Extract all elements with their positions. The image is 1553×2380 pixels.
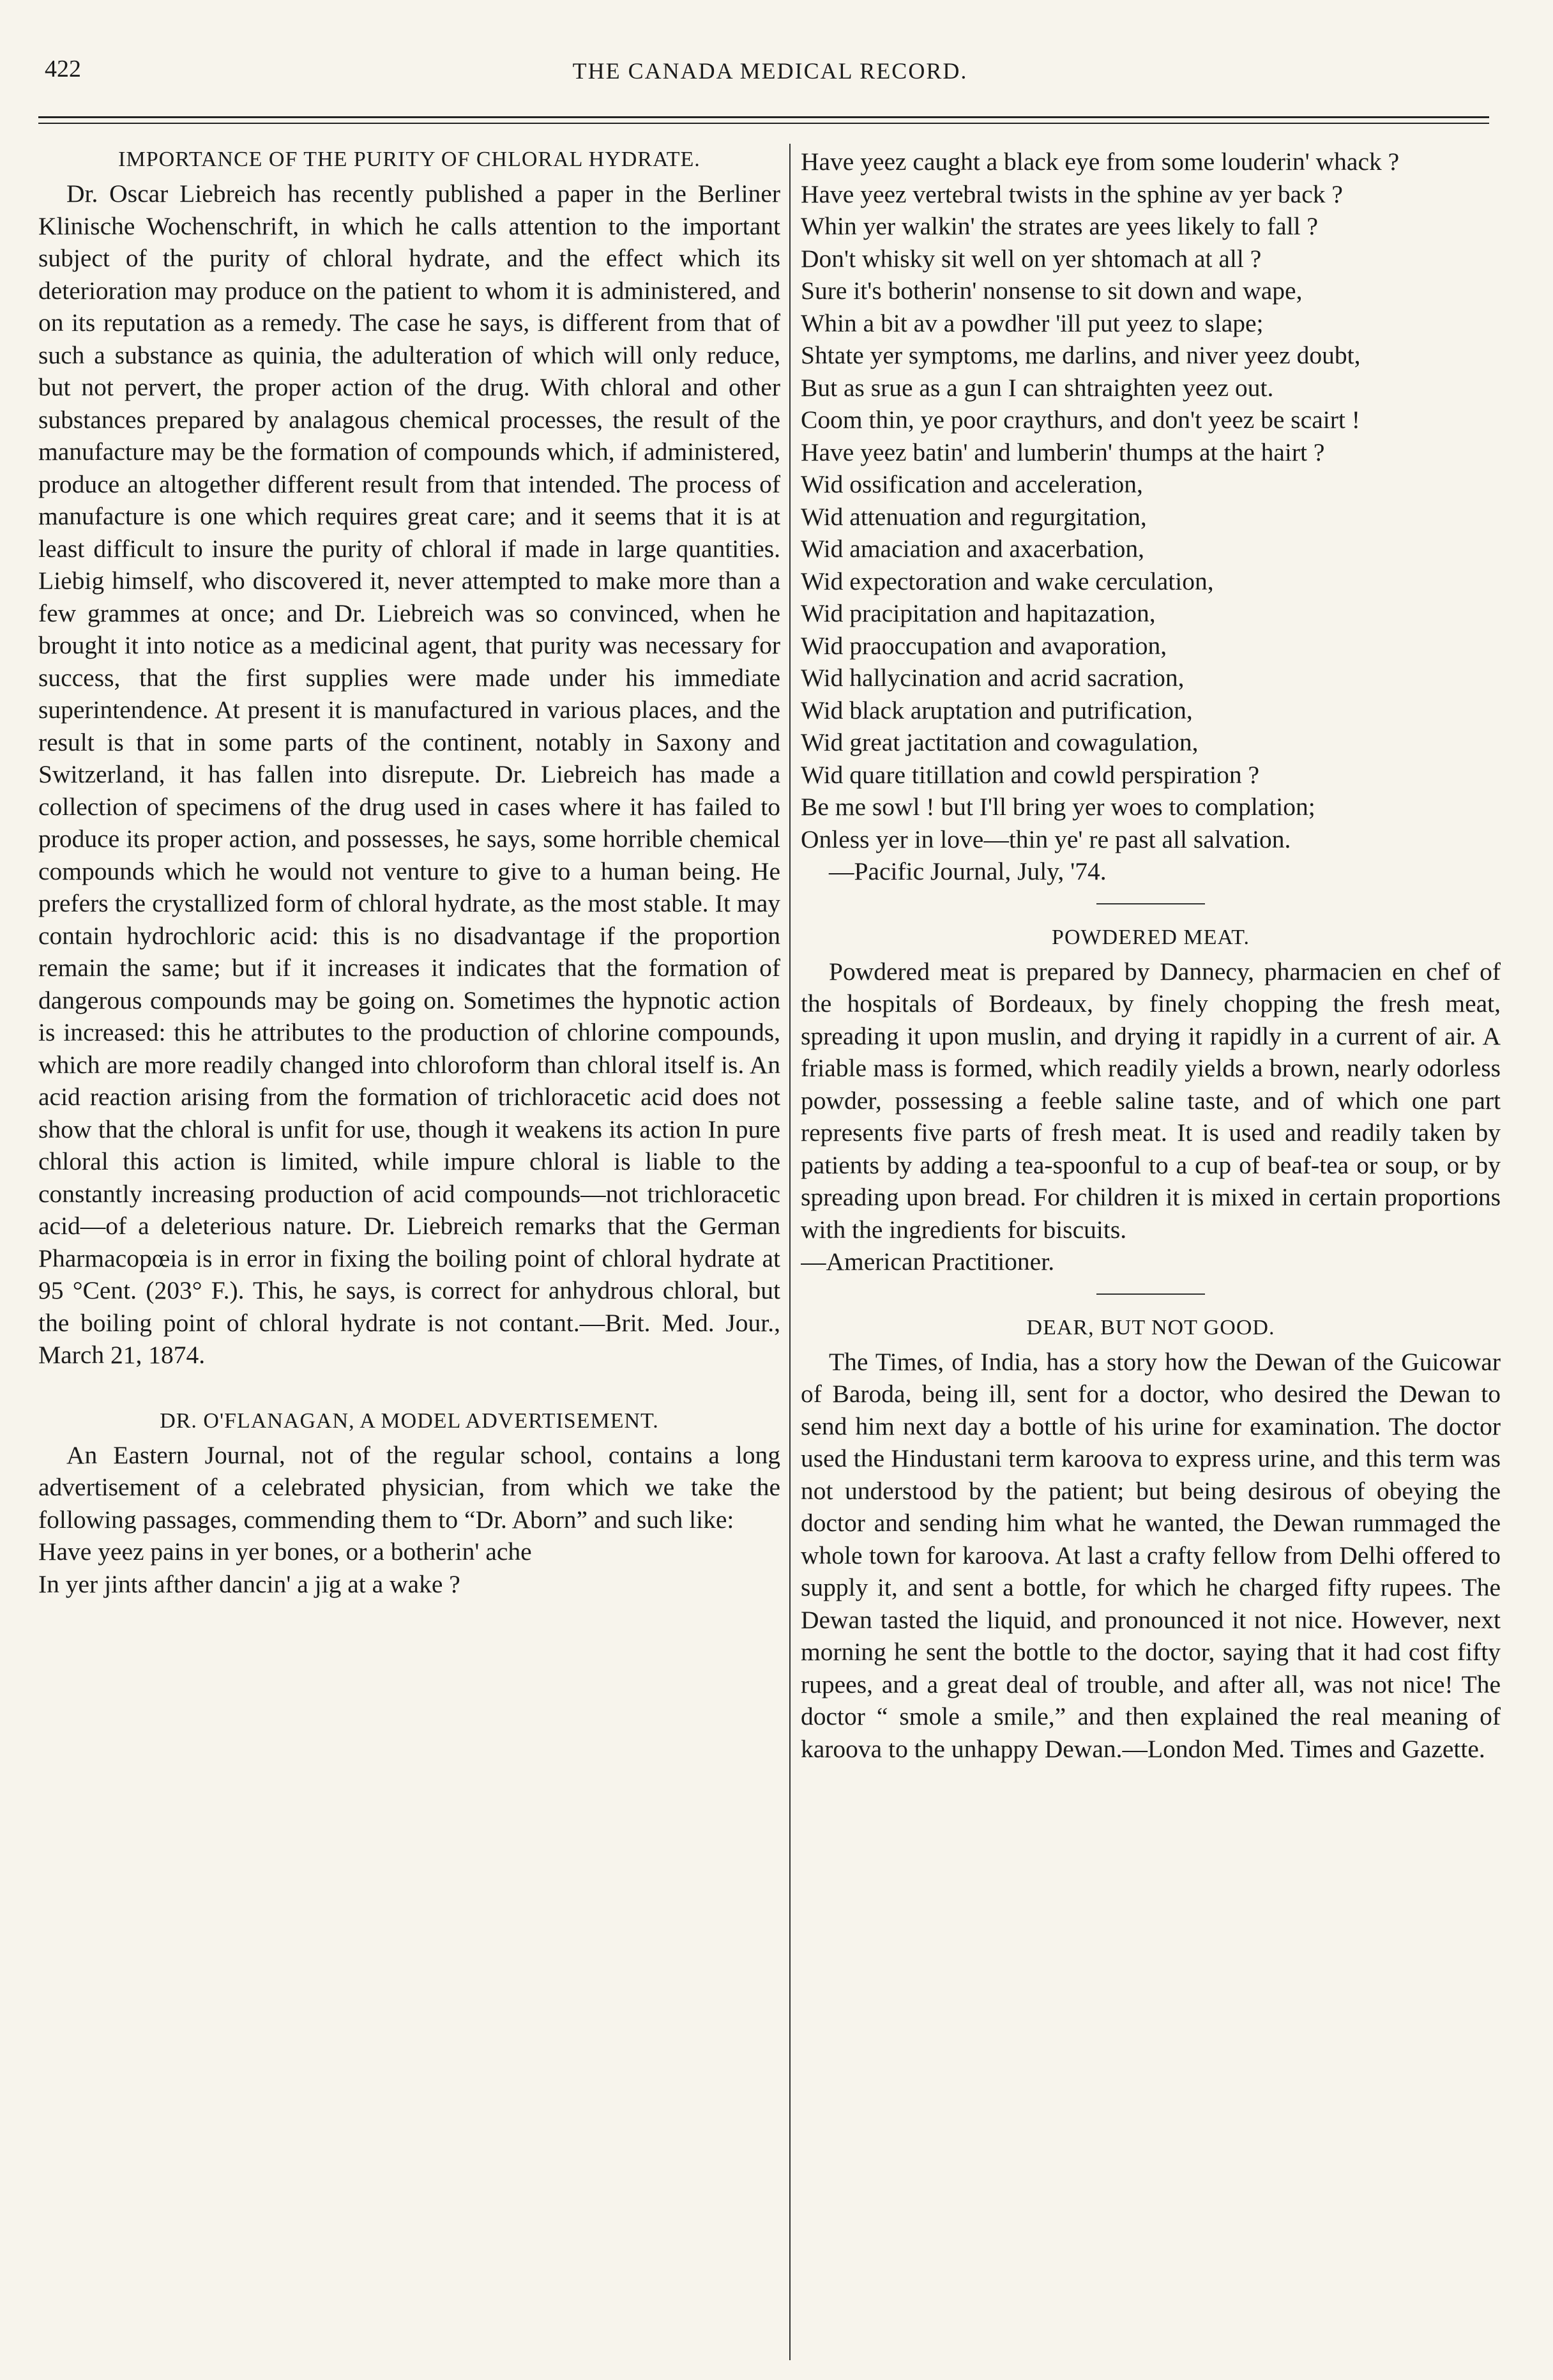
verse-line: Whin yer walkin' the strates are yees likely to fall ?	[801, 212, 1318, 240]
verse-line: Wid pracipitation and hapitazation,	[801, 599, 1156, 627]
verse-line: Wid praoccupation and avaporation,	[801, 631, 1167, 660]
article-body-chloral: Dr. Oscar Liebreich has recently published a paper in the Berliner Klinische Wochenschrift, in which he calls attention to the important subject of the purity of chloral hydrate, and the effect which its deterioration may produce on the patient to whom it is administered, and on its reputation as a remedy. The case he says, is different from that of such a substance as quinia, the adulteration of which will only reduce, but not pervert, the proper action of the drug. With chloral and other substances prepared by analagous chemical processes, the result of the manufacture may be the formation of compounds which, if administered, produce an altogether different result from that intended. The process of manufacture is one which requires great care; and it seems that it is at least difficult to insure the purity of chloral if made in large quantities. Liebig himself, who discovered it, never attempted to make more than a few grammes at once; and Dr. Liebreich was so convinced, when he brought it into notice as a medicinal agent, that purity was necessary for success, that the first supplies were made under his immediate superintendence. At present it is manufactured in various places, and the result is that in some parts of the continent, notably in Saxony and Switzerland, it has fallen into disrepute. Dr. Liebreich has made a collection of specimens of the drug used in cases where it has failed to produce its proper action, and possesses, he says, some horrible chemical compounds which he would not venture to give to a human being. He prefers the crystallized form of chloral hydrate, as the most stable. It may contain hydrochloric acid: this is no disadvantage if the proportion remain the same; but if it increases it indicates that the formation of dangerous compounds may be going on. Sometimes the hypnotic action is increased: this he attributes to the production of chlorine compounds, which are more readily changed into chloroform than chloral itself is. An acid reaction arising from the formation of trichloracetic acid does not show that the chloral is unfit for use, though it weakens its action In pure chloral this action is limited, while impure chloral is liable to the constantly increasing production of acid compounds—not trichloracetic acid—of a deleterious nature. Dr. Liebreich remarks that the German Pharmacopœia is in error in fixing the boiling point of chloral hydrate at 95 °Cent. (203° F.). This, he says, is correct for anhydrous chloral, but the boiling point of chloral hydrate is not contant.—Brit. Med. Jour., March 21, 1874.	[38, 179, 780, 1369]
verse-line: Don't whisky sit well on yer shtomach at all ?	[801, 244, 1262, 273]
verse-line: Whin a bit av a powdher 'ill put yeez to slape;	[801, 309, 1264, 337]
header-rule	[38, 116, 1489, 118]
header-rule-thin	[38, 123, 1489, 124]
verse-line: Have yeez caught a black eye from some louderin' whack ?	[801, 148, 1400, 176]
article-body-powdered-meat: Powdered meat is prepared by Dannecy, pharmacien en chef of the hospitals of Bordeaux, by finely chopping the fresh meat, spreading it upon muslin, and drying it rapidly in a current of air. A friable mass is formed, which readily yields a brown, nearly odorless powder, possessing a feeble saline taste, and of which one part represents five parts of fresh meat. It is used and readily taken by patients by adding a tea-spoonful to a cup of beaf-tea or soup, or by spreading upon bread. For children it is mixed in certain proportions with the ingredients for biscuits.	[801, 957, 1501, 1244]
article-heading-oflanagan: DR. O'FLANAGAN, A MODEL ADVERTISEMENT.	[160, 1408, 659, 1433]
article-credit-powdered-meat: —American Practitioner.	[801, 1247, 1055, 1276]
verse-line: Be me sowl ! but I'll bring yer woes to complation;	[801, 793, 1315, 821]
article-heading-powdered-meat: POWDERED MEAT.	[1052, 925, 1250, 949]
article-intro-oflanagan: An Eastern Journal, not of the regular school, contains a long advertisement of a celebrated physician, from which we take the following passages, commending them to “Dr. Aborn” and such like:	[38, 1440, 780, 1534]
article-credit-oflanagan: —Pacific Journal, July, '74.	[829, 857, 1107, 885]
verse-line: Sure it's botherin' nonsense to sit down and wape,	[801, 277, 1303, 305]
verse-line: Shtate yer symptoms, me darlins, and niver yeez doubt,	[801, 341, 1361, 369]
page-number: 422	[45, 56, 81, 82]
verse-line: Have yeez batin' and lumberin' thumps at the hairt ?	[801, 438, 1325, 466]
verse-line: Wid attenuation and regurgitation,	[801, 502, 1147, 531]
verse-line: But as srue as a gun I can shtraighten yeez out.	[801, 373, 1274, 402]
left-column	[38, 146, 780, 2362]
verse-line: Have yeez vertebral twists in the sphine av yer back ?	[801, 179, 1343, 208]
verse-line: Coom thin, ye poor craythurs, and don't yeez be scairt !	[801, 406, 1360, 434]
verse-line: Wid ossification and acceleration,	[801, 470, 1143, 498]
verse-line: Have yeez pains in yer bones, or a botherin' ache	[38, 1537, 532, 1566]
article-body-dear-not-good: The Times, of India, has a story how the Dewan of the Guicowar of Baroda, being ill, sent for a doctor, who desired the Dewan to send him next day a bottle of his urine for examination. The doctor used the Hindustani term karoova to express urine, and this term was not understood by the patient; but being desirous of obeying the doctor and sending him what he wanted, the Dewan rummaged the whole town for karoova. At last a crafty fellow from Delhi offered to supply it, and sent a bottle, for which he charged fifty rupees. The Dewan tasted the liquid, and pronounced it not nice. However, next morning he sent the bottle to the doctor, saying that it had cost fifty rupees, and a great deal of trouble, and after all, was not nice! The doctor “ smole a smile,” and then explained the real meaning of karoova to the unhappy Dewan.—London Med. Times and Gazette.	[801, 1347, 1501, 1763]
right-column	[801, 146, 1501, 2362]
verse-line: Wid black aruptation and putrification,	[801, 696, 1193, 724]
verse-block-left	[38, 1536, 780, 1600]
section-rule	[1096, 903, 1205, 904]
article-heading-dear-not-good: DEAR, BUT NOT GOOD.	[1026, 1315, 1275, 1339]
verse-line: Wid expectoration and wake cerculation,	[801, 567, 1214, 595]
verse-line: Wid quare titillation and cowld perspiration ?	[801, 760, 1259, 789]
verse-line: Onless yer in love—thin ye' re past all salvation.	[801, 825, 1291, 853]
section-gap	[38, 1371, 780, 1407]
journal-title: THE CANADA MEDICAL RECORD.	[572, 58, 968, 84]
column-divider	[789, 144, 791, 2360]
running-head	[45, 55, 1496, 100]
verse-block-right	[801, 146, 1501, 888]
verse-line: Wid great jactitation and cowagulation,	[801, 728, 1199, 756]
article-heading-chloral: IMPORTANCE OF THE PURITY OF CHLORAL HYDRATE.	[118, 148, 701, 171]
verse-line: In yer jints afther dancin' a jig at a wake ?	[38, 1569, 460, 1598]
verse-line: Wid hallycination and acrid sacration,	[801, 664, 1185, 692]
verse-line: Wid amaciation and axacerbation,	[801, 535, 1144, 563]
section-rule	[1096, 1293, 1205, 1295]
